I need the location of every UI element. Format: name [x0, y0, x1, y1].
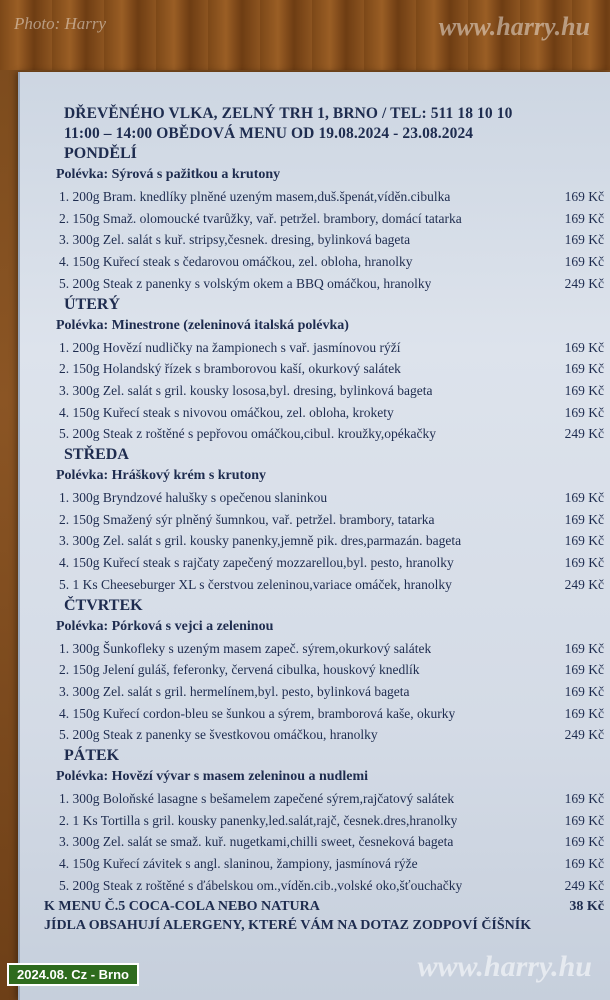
menu-days [44, 144, 604, 897]
menu-item-description: 2. 150g Jelení guláš, feferonky, červená cibulka, houskový knedlík [59, 662, 420, 678]
menu-item [59, 659, 604, 681]
menu-item-description: 3. 300g Zel. salát s kuř. stripsy,česnek. dresing, bylinková bageta [59, 232, 411, 248]
menu-item-price: 249 Kč [564, 275, 604, 291]
menu-item-description: 4. 150g Kuřecí cordon-bleu se šunkou a sýrem, bramborová kaše, okurky [59, 705, 456, 721]
menu-item-description: 3. 300g Zel. salát s gril. kousky lososa,byl. dresing, bylinková bageta [59, 382, 433, 398]
drink-note [44, 897, 604, 916]
menu-item-price: 249 Kč [564, 576, 604, 592]
menu-item [59, 853, 604, 875]
day-heading: ÚTERÝ [64, 295, 121, 313]
menu-item-price: 169 Kč [564, 490, 604, 506]
day-heading: PÁTEK [64, 747, 120, 765]
menu-item-description: 2. 1 Ks Tortilla s gril. kousky panenky,led.salát,rajč, česnek.dres,hranolky [59, 812, 458, 828]
menu-item [59, 251, 604, 273]
menu-item-price: 169 Kč [564, 640, 604, 656]
menu-item-price: 169 Kč [564, 683, 604, 699]
menu-item-price: 169 Kč [564, 662, 604, 678]
menu-item-price: 249 Kč [564, 426, 604, 442]
menu-item [59, 229, 604, 251]
menu-item-price: 169 Kč [564, 382, 604, 398]
day-heading: ČTVRTEK [64, 596, 143, 614]
photo-date-badge: 2024.08. Cz - Brno [7, 963, 139, 986]
menu-item-price: 169 Kč [564, 555, 604, 571]
menu-item [59, 831, 604, 853]
menu-item [59, 810, 604, 832]
soup-of-day: Polévka: Hráškový krém s krutony [56, 468, 266, 484]
menu-item-price: 249 Kč [564, 877, 604, 893]
site-watermark-top: www.harry.hu [438, 12, 590, 41]
menu-item [59, 681, 604, 703]
menu-item-price: 169 Kč [564, 254, 604, 270]
menu-item-price: 169 Kč [564, 232, 604, 248]
allergen-note-text: JÍDLA OBSAHUJÍ ALERGENY, KTERÉ VÁM NA DOTAZ ZODPOVÍ ČÍŠNÍK [44, 917, 532, 933]
menu-item-price: 169 Kč [564, 856, 604, 872]
menu-item [59, 703, 604, 725]
menu-item-price: 169 Kč [564, 533, 604, 549]
menu-item [59, 530, 604, 552]
menu-item [59, 552, 604, 574]
menu-item-description: 3. 300g Zel. salát se smaž. kuř. nugetkami,chilli sweet, česneková bageta [59, 834, 454, 850]
soup-of-day: Polévka: Minestrone (zeleninová italská polévka) [56, 317, 349, 333]
menu-item-price: 169 Kč [564, 834, 604, 850]
soup-of-day: Polévka: Sýrová s pažitkou a krutony [56, 167, 281, 182]
menu-item [59, 638, 604, 660]
menu-item-description: 5. 200g Steak z roštěné s pepřovou omáčkou,cibul. kroužky,opékačky [59, 426, 437, 442]
menu-item-price: 249 Kč [564, 727, 604, 743]
menu-item-description: 1. 200g Hovězí nudličky na žampionech s vař. jasmínovou rýží [59, 339, 401, 355]
menu-item-price: 169 Kč [564, 791, 604, 807]
drink-note-text: K MENU Č.5 COCA-COLA NEBO NATURA [44, 898, 320, 914]
menu-item [59, 358, 604, 380]
menu-item-description: 4. 150g Kuřecí steak s rajčaty zapečený mozzarellou,byl. pesto, hranolky [59, 555, 454, 571]
soup-of-day: Polévka: Pórková s vejci a zeleninou [56, 618, 274, 634]
menu-item [59, 337, 604, 359]
menu-item-description: 1. 200g Bram. knedlíky plněné uzeným masem,duš.špenát,víděn.cibulka [59, 189, 451, 204]
menu-item-description: 4. 150g Kuřecí steak s čedarovou omáčkou, zel. obloha, hranolky [59, 254, 413, 270]
allergen-note [44, 916, 604, 935]
menu-item-description: 1. 300g Boloňské lasagne s bešamelem zapečené sýrem,rajčatový salátek [59, 791, 455, 807]
menu-item [59, 487, 604, 509]
menu-item-description: 3. 300g Zel. salát s gril. hermelínem,byl. pesto, bylinková bageta [59, 683, 410, 699]
menu-item [59, 380, 604, 402]
menu-item [59, 208, 604, 230]
restaurant-header: DŘEVĚNÉHO VLKA, ZELNÝ TRH 1, BRNO / TEL: 511 18 10 10 [64, 105, 513, 122]
soup-of-day: Polévka: Hovězí vývar s masem zeleninou a nudlemi [56, 769, 368, 785]
menu-item-description: 5. 200g Steak z panenky se švestkovou omáčkou, hranolky [59, 727, 378, 743]
menu-item [59, 724, 604, 746]
menu-item-description: 2. 150g Smažený sýr plněný šumnkou, vař. petržel. brambory, tatarka [59, 511, 435, 527]
menu-item-description: 1. 300g Šunkofleky s uzeným masem zapeč. sýrem,okurkový salátek [59, 640, 432, 656]
drink-note-price: 38 Kč [569, 898, 604, 914]
menu-item [59, 423, 604, 445]
menu-item-description: 4. 150g Kuřecí závitek s angl. slaninou, žampiony, jasmínová rýže [59, 856, 418, 872]
menu-item [59, 788, 604, 810]
menu-item-price: 169 Kč [564, 404, 604, 420]
menu-item-price: 169 Kč [564, 189, 604, 204]
day-heading: STŘEDA [64, 446, 129, 464]
menu-item-description: 5. 1 Ks Cheeseburger XL s čerstvou zeleninou,variace omáček, hranolky [59, 576, 452, 592]
menu-item [59, 875, 604, 897]
menu-item-description: 2. 150g Smaž. olomoucké tvarůžky, vař. petržel. brambory, domácí tatarka [59, 210, 462, 226]
menu-item-description: 5. 200g Steak z roštěné s ďábelskou om.,víděn.cib.,volské oko,šťouchačky [59, 877, 463, 893]
site-watermark-bottom: www.harry.hu [417, 950, 592, 983]
menu-item [59, 186, 604, 208]
day-heading: PONDĚLÍ [64, 145, 137, 162]
menu-item-description: 4. 150g Kuřecí steak s nivovou omáčkou, zel. obloha, krokety [59, 404, 394, 420]
menu-item-price: 169 Kč [564, 339, 604, 355]
menu-item-description: 2. 150g Holandský řízek s bramborovou kaší, okurkový salátek [59, 361, 401, 377]
photo-credit-watermark: Photo: Harry [14, 14, 107, 33]
menu-item [59, 509, 604, 531]
menu-item [59, 273, 604, 295]
menu-content [44, 104, 604, 935]
menu-item-price: 169 Kč [564, 705, 604, 721]
menu-item [59, 574, 604, 596]
menu-item-price: 169 Kč [564, 812, 604, 828]
menu-item-description: 1. 300g Bryndzové halušky s opečenou slaninkou [59, 490, 328, 506]
menu-item-price: 169 Kč [564, 210, 604, 226]
menu-item-price: 169 Kč [564, 361, 604, 377]
menu-item-description: 3. 300g Zel. salát s gril. kousky panenky,jemně pik. dres,parmazán. bageta [59, 533, 462, 549]
menu-item-description: 5. 200g Steak z panenky s volským okem a BBQ omáčkou, hranolky [59, 275, 432, 291]
menu-item [59, 402, 604, 424]
menu-date-range: 11:00 – 14:00 OBĚDOVÁ MENU OD 19.08.2024 - 23.08.2024 [64, 125, 474, 142]
menu-item-price: 169 Kč [564, 511, 604, 527]
